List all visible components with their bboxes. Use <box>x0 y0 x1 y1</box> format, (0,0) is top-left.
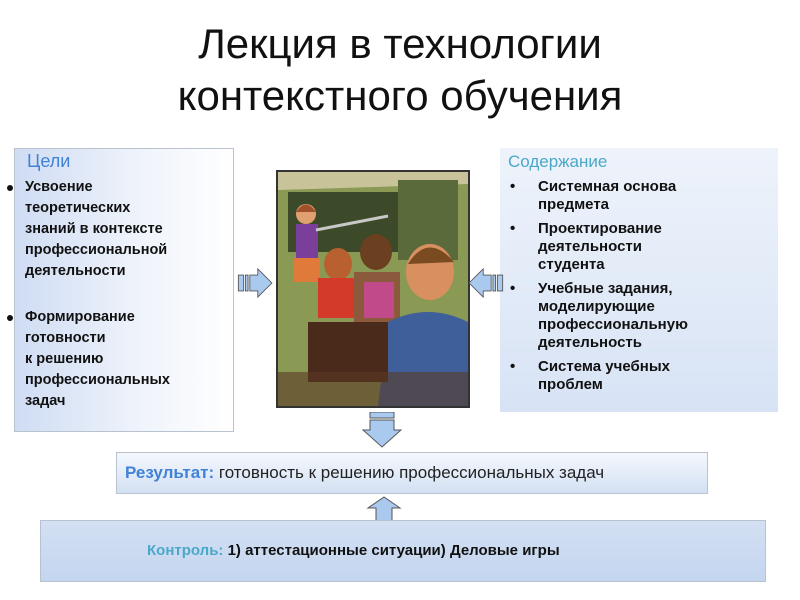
page-title <box>0 18 800 122</box>
goal-item-2-text: Формирование готовности к решению профессиональных задач <box>25 309 170 409</box>
content-box <box>500 148 778 412</box>
classroom-clipart-icon <box>278 172 468 406</box>
title-line-2: контекстного обучения <box>177 72 623 119</box>
control-label: Контроль: <box>147 542 224 559</box>
goals-heading: Цели <box>27 151 71 171</box>
content-item-4 <box>510 358 772 394</box>
result-label: Результат: <box>125 463 215 482</box>
goal-item-2 <box>15 307 230 412</box>
control-text: 1) аттестационные ситуации) Деловые игры <box>223 542 560 559</box>
result-box <box>116 452 708 494</box>
goal-item-1-text: Усвоение теоретических знаний в контексте профессиональной деятельности <box>25 179 168 279</box>
arrow-left-icon <box>465 268 505 298</box>
content-item-4-text: Система учебных проблем <box>538 358 670 393</box>
arrow-down-icon <box>362 412 402 448</box>
content-item-1 <box>510 178 772 214</box>
bullet-icon: • <box>510 178 516 195</box>
content-item-2 <box>510 220 772 274</box>
content-item-1-text: Системная основа предмета <box>538 178 677 213</box>
bullet-icon <box>7 315 13 321</box>
content-heading: Содержание <box>508 152 608 171</box>
bullet-icon: • <box>510 220 516 237</box>
content-list <box>510 178 772 400</box>
classroom-illustration <box>276 170 470 408</box>
control-box <box>40 520 766 582</box>
goals-box <box>14 148 234 432</box>
content-item-2-text: Проектирование деятельности студента <box>538 220 662 273</box>
goal-item-1 <box>15 177 230 282</box>
title-line-1: Лекция в технологии <box>198 20 602 67</box>
bullet-icon <box>7 185 13 191</box>
content-item-3-text: Учебные задания, моделирующие профессиональную деятельность <box>538 280 688 351</box>
arrow-up-icon <box>366 496 402 522</box>
bullet-icon: • <box>510 280 516 297</box>
content-item-3 <box>510 280 772 352</box>
bullet-icon: • <box>510 358 516 375</box>
arrow-right-icon <box>236 268 276 298</box>
result-text: готовность к решению профессиональных задач <box>214 463 605 482</box>
